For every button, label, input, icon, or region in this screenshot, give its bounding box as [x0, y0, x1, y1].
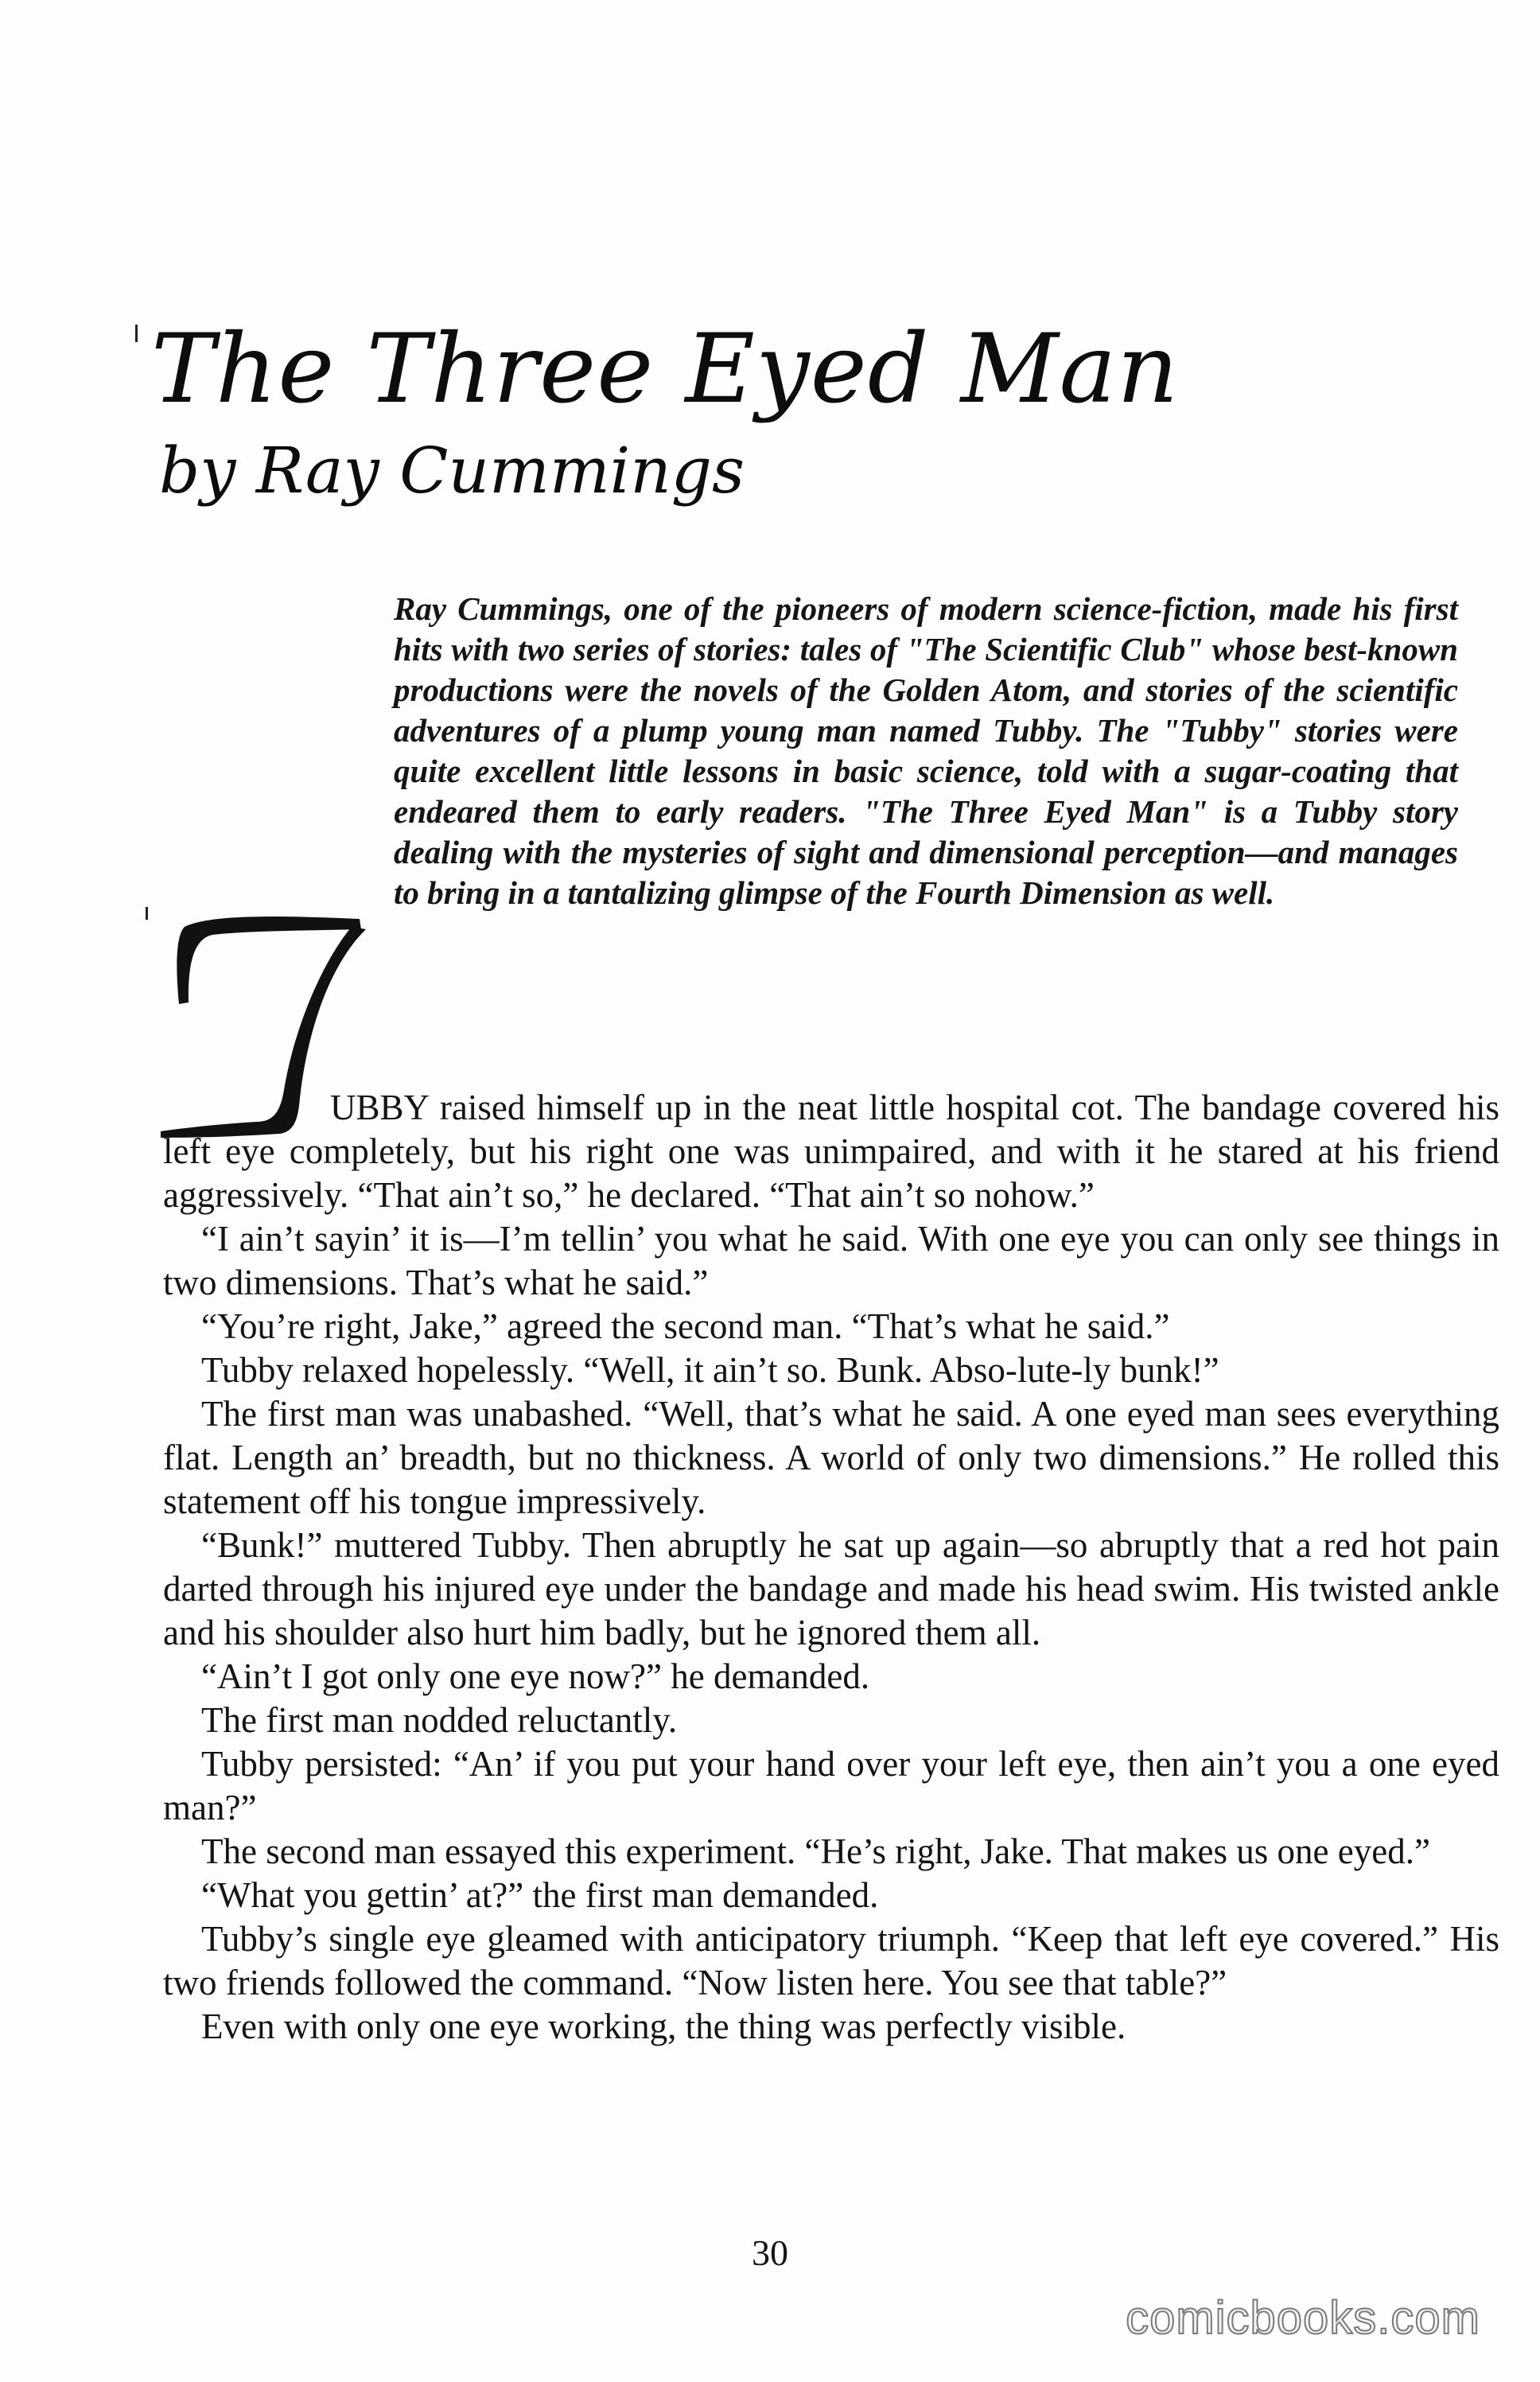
- story-paragraph: The second man essayed this experiment. “He’s right, Jake. That makes us one eyed.”: [201, 1831, 1430, 1871]
- story-paragraph: “What you gettin’ at?” the first man demanded.: [201, 1875, 879, 1915]
- story-paragraph: “I ain’t sayin’ it is—I’m tellin’ you what he said. With one eye you can only see things in two dimensions. That’s what he said.”: [163, 1219, 1499, 1302]
- story-paragraph: “Bunk!” muttered Tubby. Then abruptly he sat up again—so abruptly that a red hot pain darted through his injured eye under the bandage and made his head swim. His twisted ankle and his shoulder also hurt him badly, but he ignored them all.: [163, 1525, 1499, 1652]
- story-paragraph: Tubby relaxed hopelessly. “Well, it ain’t so. Bunk. Abso-lute-ly bunk!”: [201, 1350, 1219, 1390]
- story-paragraph: [163, 1086, 1499, 1217]
- margin-mark: [146, 907, 148, 920]
- story-paragraph: Tubby’s single eye gleamed with anticipatory triumph. “Keep that left eye covered.” His two friends followed the command. “Now listen here. You see that table?”: [163, 1919, 1499, 2003]
- story-paragraph: The first man nodded reluctantly.: [201, 1700, 678, 1740]
- story-paragraph: Even with only one eye working, the thing was perfectly visible.: [201, 2006, 1126, 2046]
- story-paragraph: The first man was unabashed. “Well, that’s what he said. A one eyed man sees everything flat. Length an’ breadth, but no thickness. A world of only two dimensions.” He rolled this statement off his tongue impressively.: [163, 1394, 1499, 1521]
- page-number: 30: [752, 2232, 788, 2273]
- intro-blurb: Ray Cummings, one of the pioneers of modern science-fiction, made his first hits with two series of stories: tales of "The Scientific Club" whose best-known productions were the novels of the Golden Atom, and stories of the scientific adventures of a plump young man named Tubby. The "Tubby" stories were quite excellent little lessons in basic science, told with a sugar-coating that endeared them to early readers. "The Three Eyed Man" is a Tubby story dealing with the mysteries of sight and dimensional perception—and manages to bring in a tantalizing glimpse of the Fourth Dimension as well.: [394, 590, 1458, 911]
- story-paragraph: Tubby persisted: “An’ if you put your hand over your left eye, then ain’t you a one eyed man?”: [163, 1744, 1499, 1827]
- story-paragraph: “Ain’t I got only one eye now?” he demanded.: [201, 1656, 870, 1696]
- story-paragraph: “You’re right, Jake,” agreed the second man. “That’s what he said.”: [201, 1306, 1170, 1346]
- story-byline: by Ray Cummings: [159, 434, 745, 508]
- story-title: The Three Eyed Man: [151, 314, 1180, 425]
- story-body: [163, 1086, 1499, 2049]
- site-watermark: comicbooks.com: [1126, 2292, 1480, 2344]
- paragraph-text: UBBY raised himself up in the neat little hospital cot. The bandage covered his left eye completely, but his right one was unimpaired, and with it he stared at his friend aggressively. “That ain’t so,” he declared. “That ain’t so nohow.”: [163, 1088, 1499, 1215]
- margin-mark: [135, 325, 138, 342]
- drop-cap-text: T: [153, 907, 154, 908]
